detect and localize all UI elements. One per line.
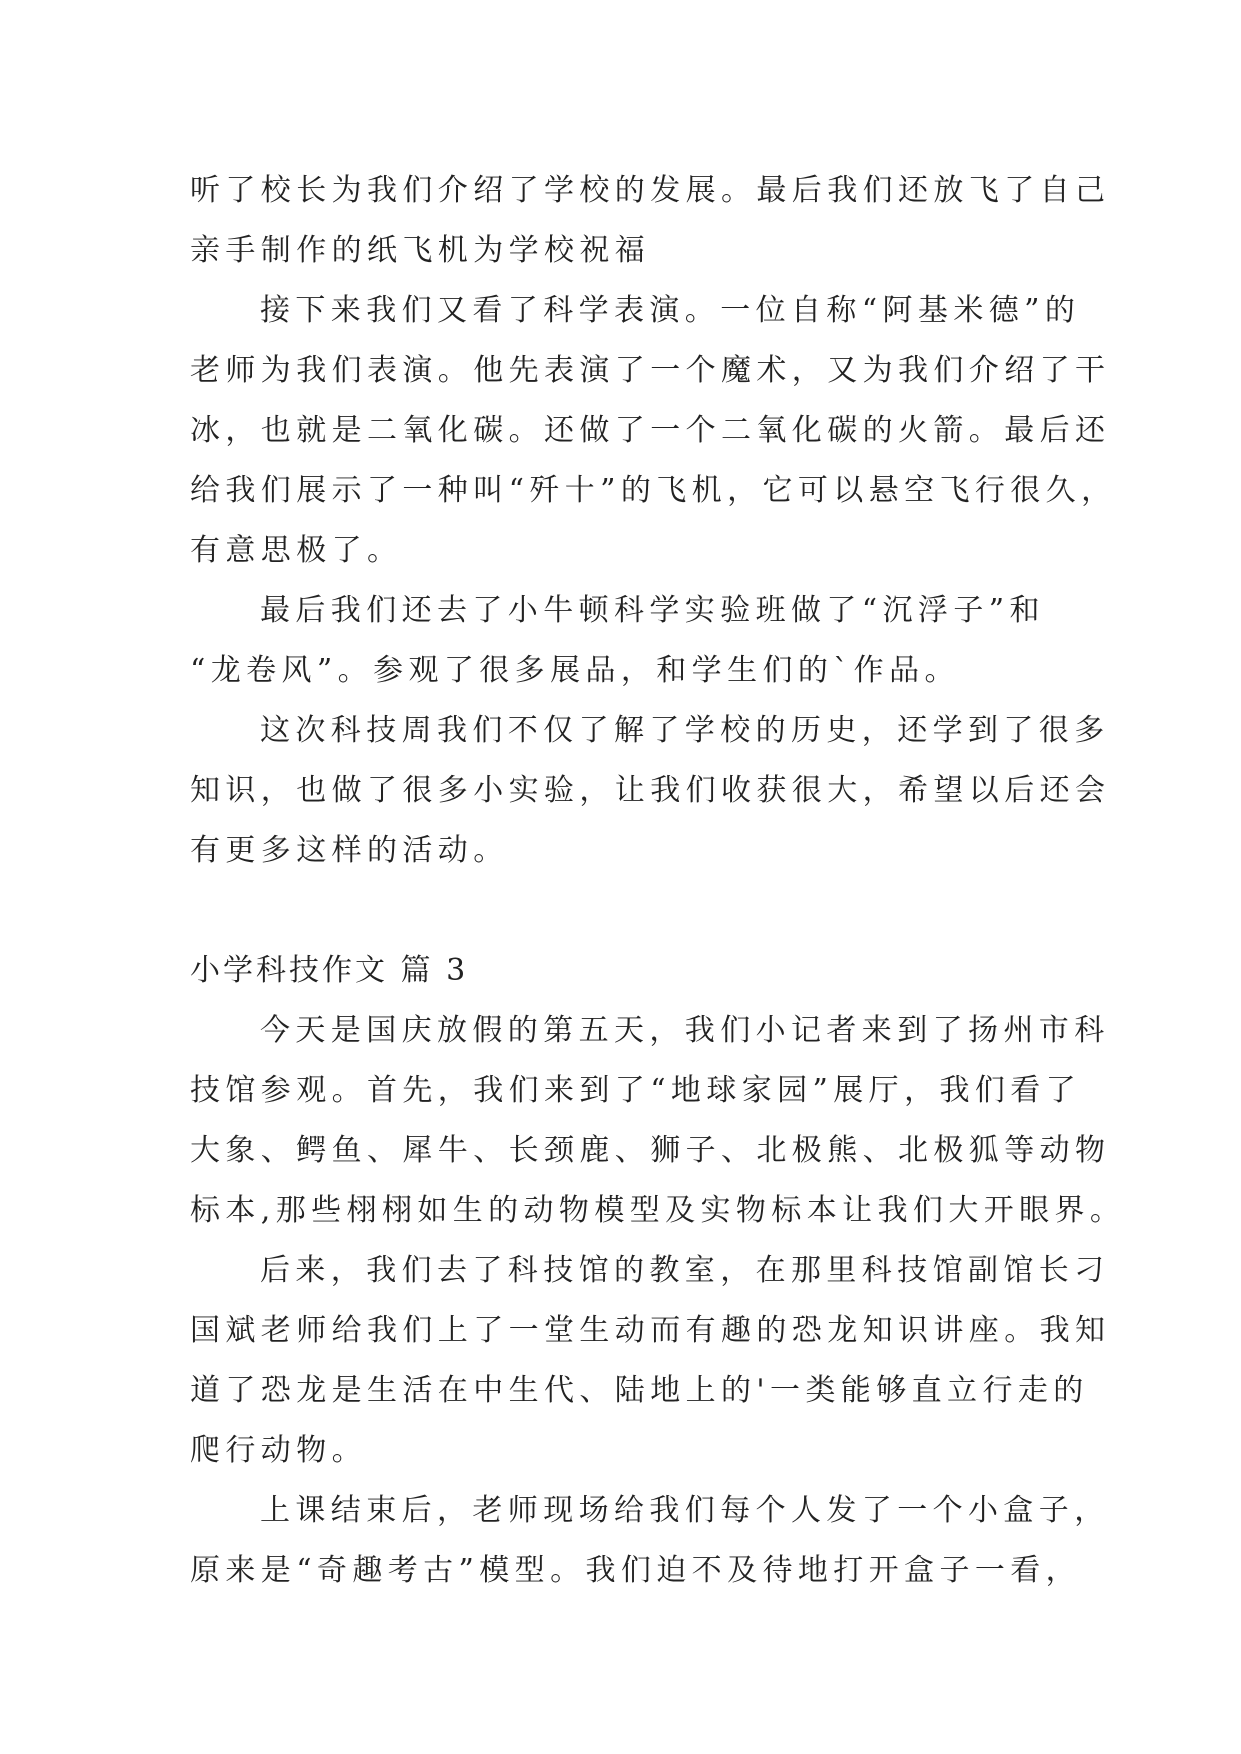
paragraph-first-line: 今天是国庆放假的第五天，我们小记者来到了扬州市科 — [260, 1013, 1110, 1048]
text-line: 有更多这样的活动。 — [190, 833, 509, 868]
text-line: 标本,那些栩栩如生的动物模型及实物标本让我们大开眼界。 — [190, 1193, 1126, 1228]
text-line: 亲手制作的纸飞机为学校祝福 — [190, 233, 651, 268]
text-line: 冰，也就是二氧化碳。还做了一个二氧化碳的火箭。最后还 — [190, 413, 1111, 448]
section-heading: 小学科技作文 篇 3 — [190, 953, 469, 988]
paragraph-first-line: 后来，我们去了科技馆的教室，在那里科技馆副馆长刁 — [260, 1253, 1110, 1288]
paragraph-first-line: 这次科技周我们不仅了解了学校的历史，还学到了很多 — [260, 713, 1110, 748]
text-line: 知识，也做了很多小实验，让我们收获很大，希望以后还会 — [190, 773, 1111, 808]
text-line: 国斌老师给我们上了一堂生动而有趣的恐龙知识讲座。我知 — [190, 1313, 1111, 1348]
text-line: 老师为我们表演。他先表演了一个魔术，又为我们介绍了干 — [190, 353, 1111, 388]
text-line: 技馆参观。首先，我们来到了“地球家园”展厅，我们看了 — [190, 1073, 1082, 1108]
text-line: 大象、鳄鱼、犀牛、长颈鹿、狮子、北极熊、北极狐等动物 — [190, 1133, 1111, 1168]
text-line: 给我们展示了一种叫“歼十”的飞机，它可以悬空飞行很久， — [190, 473, 1117, 508]
paragraph-first-line: 最后我们还去了小牛顿科学实验班做了“沉浮子”和 — [260, 593, 1045, 628]
text-line: 道了恐龙是生活在中生代、陆地上的'一类能够直立行走的 — [190, 1373, 1089, 1408]
paragraph-first-line: 接下来我们又看了科学表演。一位自称“阿基米德”的 — [260, 293, 1081, 328]
text-line: “龙卷风”。参观了很多展品，和学生们的`作品。 — [190, 653, 960, 688]
blank-line — [190, 881, 1070, 941]
text-line: 原来是“奇趣考古”模型。我们迫不及待地打开盒子一看， — [190, 1553, 1082, 1588]
paragraph-first-line: 上课结束后，老师现场给我们每个人发了一个小盒子， — [260, 1493, 1110, 1528]
text-line: 听了校长为我们介绍了学校的发展。最后我们还放飞了自己 — [190, 173, 1111, 208]
text-line: 有意思极了。 — [190, 533, 403, 568]
document-body — [190, 161, 1126, 1601]
text-line: 爬行动物。 — [190, 1433, 367, 1468]
